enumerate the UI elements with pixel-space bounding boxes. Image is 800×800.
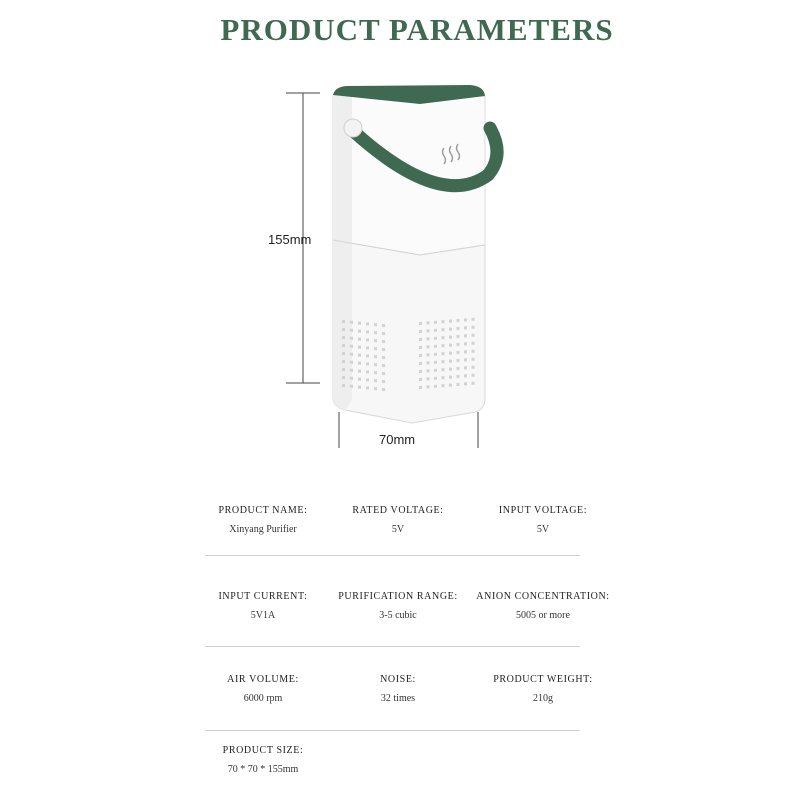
spec-item [443, 591, 643, 621]
height-label: 155mm [268, 232, 312, 247]
divider [205, 730, 580, 731]
spec-value: 5005 or more [516, 610, 570, 621]
spec-item [443, 505, 643, 535]
spec-value: 5V1A [250, 610, 276, 621]
spec-label: AIR VOLUME: [227, 674, 299, 685]
spec-value: 5V [391, 524, 405, 535]
spec-label: PRODUCT NAME: [218, 505, 308, 516]
spec-label: INPUT VOLTAGE: [498, 505, 588, 516]
width-label: 70mm [379, 432, 416, 447]
purifier-lower-body [333, 240, 485, 423]
product-illustration [270, 80, 530, 460]
spec-label: PRODUCT SIZE: [222, 745, 304, 756]
spec-value: 32 times [380, 693, 416, 704]
spec-value: 5V [536, 524, 550, 535]
spec-label: NOISE: [380, 674, 416, 685]
spec-label: PURIFICATION RANGE: [338, 591, 458, 602]
spec-item [443, 674, 643, 704]
divider [205, 646, 580, 647]
spec-value: 70 * 70 * 155mm [227, 764, 299, 775]
spec-label: RATED VOLTAGE: [352, 505, 444, 516]
divider [205, 555, 580, 556]
spec-label: ANION CONCENTRATION: [476, 591, 610, 602]
page-title: PRODUCT PARAMETERS [220, 12, 614, 47]
spec-value: Xinyang Purifier [229, 524, 297, 535]
spec-label: INPUT CURRENT: [218, 591, 308, 602]
spec-item [163, 745, 363, 775]
spec-label: PRODUCT WEIGHT: [493, 674, 593, 685]
spec-value: 210g [533, 693, 553, 704]
handle-pivot-button [344, 119, 362, 137]
spec-value: 3-5 cubic [379, 610, 417, 621]
spec-value: 6000 rpm [243, 693, 283, 704]
